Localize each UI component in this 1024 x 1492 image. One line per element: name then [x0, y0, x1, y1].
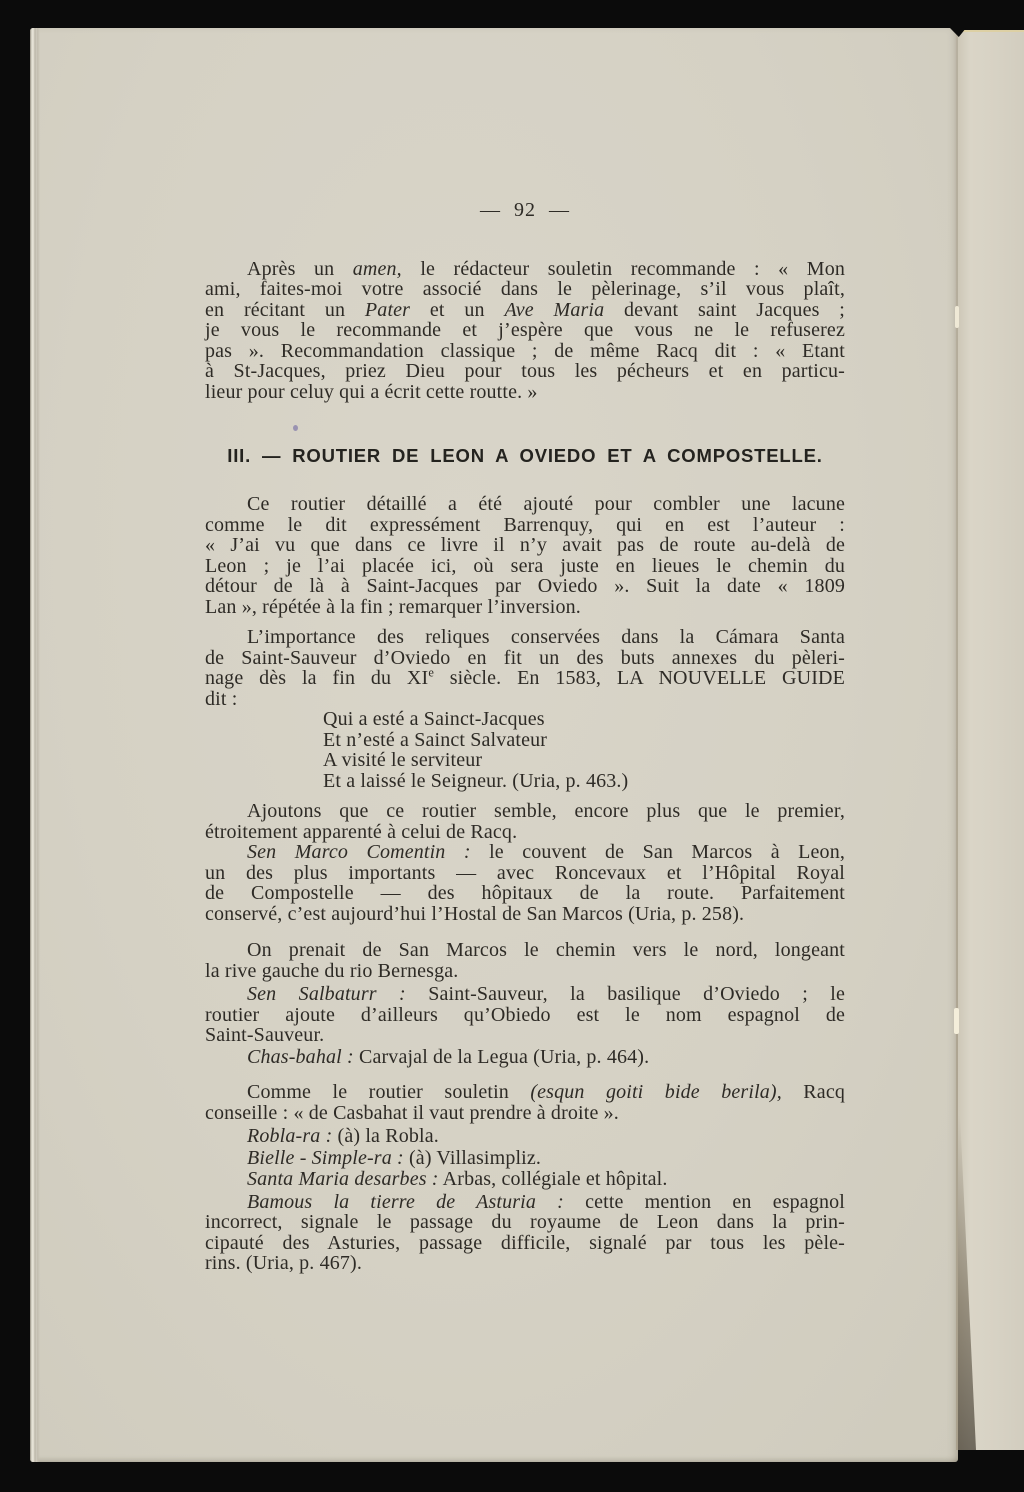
- text-line: routier ajoute d’ailleurs qu’Obiedo est le nom espagnol de: [205, 1003, 845, 1026]
- paragraph-bielle-simple-ra: [205, 1148, 845, 1169]
- text-line: Chas-bahal : Carvajal de la Legua (Uria, p. 464).: [247, 1045, 650, 1068]
- section-heading: III. — ROUTIER DE LEON A OVIEDO ET A COMPOSTELLE.: [227, 445, 823, 466]
- crease-highlight: [954, 1008, 959, 1034]
- paragraph-ajoutons: [205, 801, 845, 842]
- paragraph-sen-marco: [205, 842, 845, 924]
- text-line: Saint-Sauveur.: [205, 1024, 325, 1046]
- text-line: Santa Maria desarbes : Arbas, collégiale et hôpital.: [247, 1168, 668, 1190]
- text-line: On prenait de San Marcos le chemin vers le nord, longeant: [247, 939, 845, 961]
- text-line: Bamous la tierre de Asturia : cette mention en espagnol: [247, 1190, 845, 1213]
- text-line: nage dès la fin du XIe siècle. En 1583, LA NOUVELLE GUIDE: [205, 665, 845, 689]
- text-line: en récitant un Pater et un Ave Maria devant saint Jacques ;: [205, 298, 845, 321]
- text-line: rins. (Uria, p. 467).: [205, 1252, 363, 1274]
- text-line: la rive gauche du rio Bernesga.: [205, 959, 459, 982]
- text-line: de Compostelle — des hôpitaux de la route. Parfaitement: [205, 882, 845, 904]
- text-line: détour de là à Saint-Jacques par Oviedo ». Suit la date « 1809: [205, 575, 845, 597]
- page-crease: [956, 30, 958, 1450]
- paragraph-bamous: [205, 1192, 845, 1274]
- paragraph-sen-salbaturr: [205, 984, 845, 1046]
- text-line: incorrect, signale le passage du royaume de Leon dans la prin-: [205, 1211, 845, 1233]
- text-line: un des plus importants — avec Roncevaux et l’Hôpital Royal: [205, 861, 845, 884]
- text-line: Sen Marco Comentin : le couvent de San Marcos à Leon,: [247, 841, 845, 863]
- paragraph-importance-reliques: [205, 627, 845, 709]
- paragraph-santa-maria: [205, 1169, 845, 1190]
- verse-nouvelle-guide: [205, 709, 845, 791]
- book-page: [30, 28, 958, 1462]
- text-line: dit :: [205, 687, 238, 710]
- text-line: Bielle - Simple-ra : (à) Villasimpliz.: [247, 1146, 542, 1169]
- text-line: Et a laissé le Seigneur. (Uria, p. 463.): [323, 769, 629, 792]
- crease-highlight: [955, 306, 959, 328]
- paragraph-amen: [205, 259, 845, 403]
- text-line: Lan », répétée à la fin ; remarquer l’inversion.: [205, 595, 581, 618]
- paragraph-comme-le-routier: [205, 1082, 845, 1123]
- text-line: A visité le serviteur: [323, 749, 483, 771]
- text-line: de Saint-Sauveur d’Oviedo en fit un des buts annexes du pèleri-: [205, 646, 845, 669]
- text-line: Ajoutons que ce routier semble, encore plus que le premier,: [247, 800, 845, 822]
- text-line: Qui a esté a Sainct-Jacques: [323, 708, 545, 730]
- text-line: Robla-ra : (à) la Robla.: [247, 1125, 439, 1147]
- adjacent-page-edge: [958, 30, 1024, 1450]
- text-line: comme le dit expressément Barrenquy, qui en est l’auteur :: [205, 513, 845, 536]
- text-line: cipauté des Asturies, passage difficile, signalé par tous les pèle-: [205, 1231, 845, 1254]
- text-line: pas ». Recommandation classique ; de même Racq dit : « Etant: [205, 339, 845, 362]
- text-line: Comme le routier souletin (esqun goiti bide berila), Racq: [247, 1081, 845, 1103]
- text-line: ami, faites-moi votre associé dans le pèlerinage, s’il vous plaît,: [205, 278, 845, 300]
- paragraph-chas-bahal: [205, 1047, 845, 1068]
- text-line: Leon ; je l’ai placée ici, où sera juste en lieues le chemin du: [205, 554, 845, 577]
- page-number: — 92 —: [480, 199, 570, 221]
- text-line: L’importance des reliques conservées dans la Cámara Santa: [247, 626, 845, 648]
- paragraph-ce-routier: [205, 494, 845, 617]
- text-line: étroitement apparenté à celui de Racq.: [205, 820, 518, 843]
- paragraph-on-prenait: [205, 940, 845, 981]
- text-line: Et n’esté a Sainct Salvateur: [323, 728, 548, 751]
- text-line: lieur pour celuy qui a écrit cette routte. »: [205, 380, 538, 403]
- text-line: à St-Jacques, priez Dieu pour tous les pécheurs et en particu-: [205, 360, 845, 382]
- text-line: je vous le recommande et j’espère que vous ne le refuserez: [205, 319, 845, 341]
- page-left-edge: [30, 28, 40, 1462]
- text-line: conservé, c’est aujourd’hui l’Hostal de San Marcos (Uria, p. 258).: [205, 902, 745, 925]
- text-line: Après un amen, le rédacteur souletin recommande : « Mon: [247, 257, 845, 280]
- text-column: [205, 200, 845, 1274]
- text-line: conseille : « de Casbahat il vaut prendre à droite ».: [205, 1101, 619, 1124]
- paragraph-robla-ra: [205, 1126, 845, 1147]
- text-line: Sen Salbaturr : Saint-Sauveur, la basilique d’Oviedo ; le: [247, 983, 845, 1005]
- text-line: Ce routier détaillé a été ajouté pour combler une lacune: [247, 493, 845, 515]
- text-line: « J’ai vu que dans ce livre il n’y avait pas de route au-delà de: [205, 534, 845, 556]
- scan-speck: [293, 425, 298, 431]
